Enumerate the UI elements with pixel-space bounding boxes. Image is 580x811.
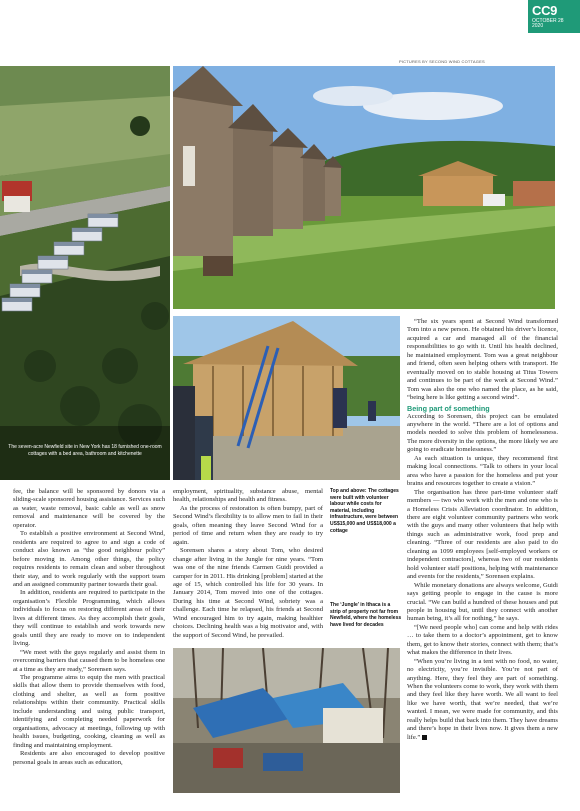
subheading: Being part of something: [407, 403, 490, 413]
paragraph: fee, the balance will be sponsored by donors via a sliding-scale sponsored housing assistance. Services such as water, waste removal, basic cable as well as snow removal and maintenance will be covered by the operator.: [13, 488, 165, 529]
aerial-photo-caption: The seven-acre Newfield site in New York has 18 furnished one-room cottages with a bed area, bathroom and kitchenette: [8, 444, 162, 457]
paragraph: “The six years spent at Second Wind transformed Tom into a new person. He obtained his driver’s licence, acquired a car and managed all of the financial responsibilities to go with it. Until his health declined, he maintained employment. Tom was a great neighbour and friend, often seen helping others with transport. He eventually moved on to stable housing at Titus Towers and continues to be part of the work at Second Wind.” Tom was also the one who named the place, as he said, “being here is like getting a second wind”.: [407, 318, 558, 402]
jungle-photo-image: [173, 648, 400, 793]
issue-date-line1: OCTOBER 28: [532, 18, 564, 24]
paragraph: While monetary donations are always welcome, Guidi says getting people to engage in the cause is more crucial. “We can build a hundred of these houses and put people in housing but, until they connect with another human being, it’s all for nothing,” he says.: [407, 581, 558, 623]
paragraph: As the process of restoration is often bumpy, part of Second Wind’s flexibility is to allow men to fail in their goals, often meaning they leave Second Wind for a period of time and return when they are ready to try again.: [173, 504, 323, 546]
jungle-caption: The ‘Jungle’ in Ithaca is a strip of property not far from Newfield, where the homeless have lived for decades: [330, 602, 402, 628]
article-column-1: [13, 488, 165, 767]
paragraph: Sorensen shares a story about Tom, who desired change after living in the Jungle for nine years. “Tom was one of the nine friends Carmen Guidi provided a camper for in 2011. His drinking [problem] started at the age of 15, which controlled his life for 30 years. In January 2014, Tom moved into one of the cottages. During his time at Second Wind, sobriety was a challenge. Each time he relapsed, his friends at Second Wind encouraged him to try again, making healthier choices. Declining health was a big motivator and, with the support of Second Wind, he prevailed.: [173, 547, 323, 639]
paragraph: To establish a positive environment at Second Wind, residents are required to agree to and sign a code of conduct also known as “the good neighbour policy” before moving in. Among other things, the policy requires residents to remain clean and sober throughout their stay, and to work regularly with the support team and an assigned community partner towards their goal.: [13, 530, 165, 588]
paragraph: “We meet with the guys regularly and assist them in overcoming barriers that caused them to be homeless one at a time as they are ready,” Sorensen says.: [13, 648, 165, 673]
cottages-photo: [173, 66, 555, 309]
article-column-3: [407, 318, 558, 742]
construction-photo: [173, 316, 400, 480]
section-code: CC9: [532, 3, 558, 18]
paragraph: According to Sorensen, this project can be emulated anywhere in the world. “There are a lot of options and models needed to solve this problem of homelessness. The more diversity in the options, the more likely we are going to eradicate homelessness.”: [407, 412, 558, 454]
construction-photo-image: [173, 316, 400, 480]
end-mark-icon: [422, 735, 427, 740]
paragraph: employment, spirituality, substance abuse, mental health, relationships and health and fitness.: [173, 488, 323, 504]
paragraph: As each situation is unique, they recommend first making local connections. “Talk to others in your local area who have a passion for the homeless and put your brains and resources together to create a vision.”: [407, 454, 558, 488]
paragraph: The organisation has three part-time volunteer staff members — two who work with the men and one who is a Homeless Crisis Alleviation coordinator. In addition, there are eight volunteer community partners who work with the guys and many other volunteers that help with things such as administrative work, food prep and cleaning. “Three of our residents are also paid to do cleaning as 1099 employees [self-employed workers or independent contractors], whereas two of our residents hold volunteer staff positions, helping with maintenance and events for the residents,” Sorensen explains.: [407, 488, 558, 581]
aerial-photo: [0, 66, 170, 480]
aerial-photo-image: [0, 66, 170, 480]
section-badge: [528, 0, 580, 33]
construction-caption: Top and above: The cottages were built with volunteer labour while costs for material, including infrastructure, were between US$15,000 and US$18,000 a cottage: [330, 488, 399, 534]
closing-quote: “When you’re living in a tent with no food, no water, no electricity, you’re invisible. You’re not part of anything. Here, they feel they are part of something. When the volunteers come to work, they work with them and they feel like they have worth. We all want to feel like we have worth, that we’re needed, that we’re wanted. I mean, we were made for community, and this really helps build that back into them. They have dreams and there’s hope in their lives now. It gives them a new life.”: [407, 657, 558, 741]
cottages-photo-image: [173, 66, 555, 309]
jungle-photo: [173, 648, 400, 793]
paragraph: [407, 658, 558, 743]
article-column-2: [173, 488, 323, 640]
paragraph: Residents are also encouraged to develop positive personal goals in areas such as education,: [13, 750, 165, 766]
paragraph: In addition, residents are required to participate in the organisation’s Flexible Programming, which allows individuals to focus on restoring different areas of their lives at different times. As they accomplish their goals, they will continue to establish and work towards new goals until they are ready to move on to independent living.: [13, 589, 165, 648]
issue-date-line2: 2020: [532, 23, 544, 29]
paragraph: “[We need people who] can come and help with rides … to take them to a doctor’s appointment, get to know them, get to know their stories, connect with them; that’s what makes the difference in their lives.: [407, 623, 558, 657]
photo-credit: PICTURES BY SECOND WIND COTTAGES: [399, 59, 485, 64]
paragraph: The programme aims to equip the men with practical skills that allow them to provide themselves with food, clothing and shelter, as well as form positive relationships within their community. Practical skills include understanding and using public transport, identifying and completing needed paperwork for organisations, advocacy at meetings, following up with health issues, budgeting, cooking, cleaning as well as finding and maintaining employment.: [13, 673, 165, 749]
issue-date: [532, 19, 564, 29]
